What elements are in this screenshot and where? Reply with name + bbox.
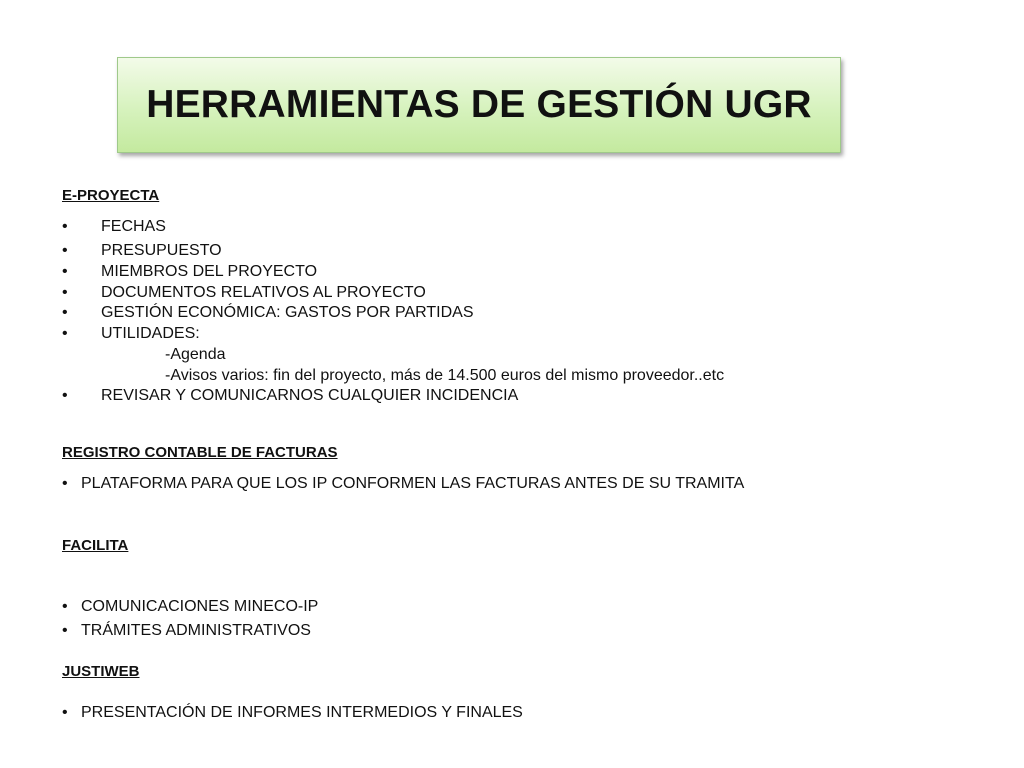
section-heading-facilita: FACILITA <box>62 537 129 554</box>
section-heading-registro: REGISTRO CONTABLE DE FACTURAS <box>62 444 338 461</box>
sub-item-agenda: -Agenda <box>165 346 226 363</box>
list-item-text: FECHAS <box>101 218 166 235</box>
bullet: • <box>62 284 68 301</box>
bullet: • <box>62 598 68 615</box>
list-item-text: REVISAR Y COMUNICARNOS CUALQUIER INCIDENCIA <box>101 387 519 404</box>
bullet: • <box>62 304 68 321</box>
section-heading-justiweb: JUSTIWEB <box>62 663 140 680</box>
title-box <box>117 57 841 153</box>
list-item-text: PLATAFORMA PARA QUE LOS IP CONFORMEN LAS FACTURAS ANTES DE SU TRAMITA <box>81 475 745 492</box>
list-item-text: COMUNICACIONES MINECO-IP <box>81 598 319 615</box>
bullet: • <box>62 622 68 639</box>
bullet: • <box>62 387 68 404</box>
slide-title: HERRAMIENTAS DE GESTIÓN UGR <box>146 83 812 126</box>
list-item-text: DOCUMENTOS RELATIVOS AL PROYECTO <box>101 284 426 301</box>
bullet: • <box>62 242 68 259</box>
list-item-text: PRESENTACIÓN DE INFORMES INTERMEDIOS Y FINALES <box>81 704 523 721</box>
bullet: • <box>62 704 68 721</box>
list-item-text: MIEMBROS DEL PROYECTO <box>101 263 318 280</box>
bullet: • <box>62 263 68 280</box>
list-item-text: UTILIDADES: <box>101 325 200 342</box>
list-item-text: TRÁMITES ADMINISTRATIVOS <box>81 622 311 639</box>
bullet: • <box>62 475 68 492</box>
section-heading-eproyecta: E-PROYECTA <box>62 187 160 204</box>
bullet: • <box>62 218 68 235</box>
sub-item-avisos: -Avisos varios: fin del proyecto, más de 14.500 euros del mismo proveedor..etc <box>165 367 725 384</box>
list-item-text: GESTIÓN ECONÓMICA: GASTOS POR PARTIDAS <box>101 304 474 321</box>
bullet: • <box>62 325 68 342</box>
list-item-text: PRESUPUESTO <box>101 242 222 259</box>
